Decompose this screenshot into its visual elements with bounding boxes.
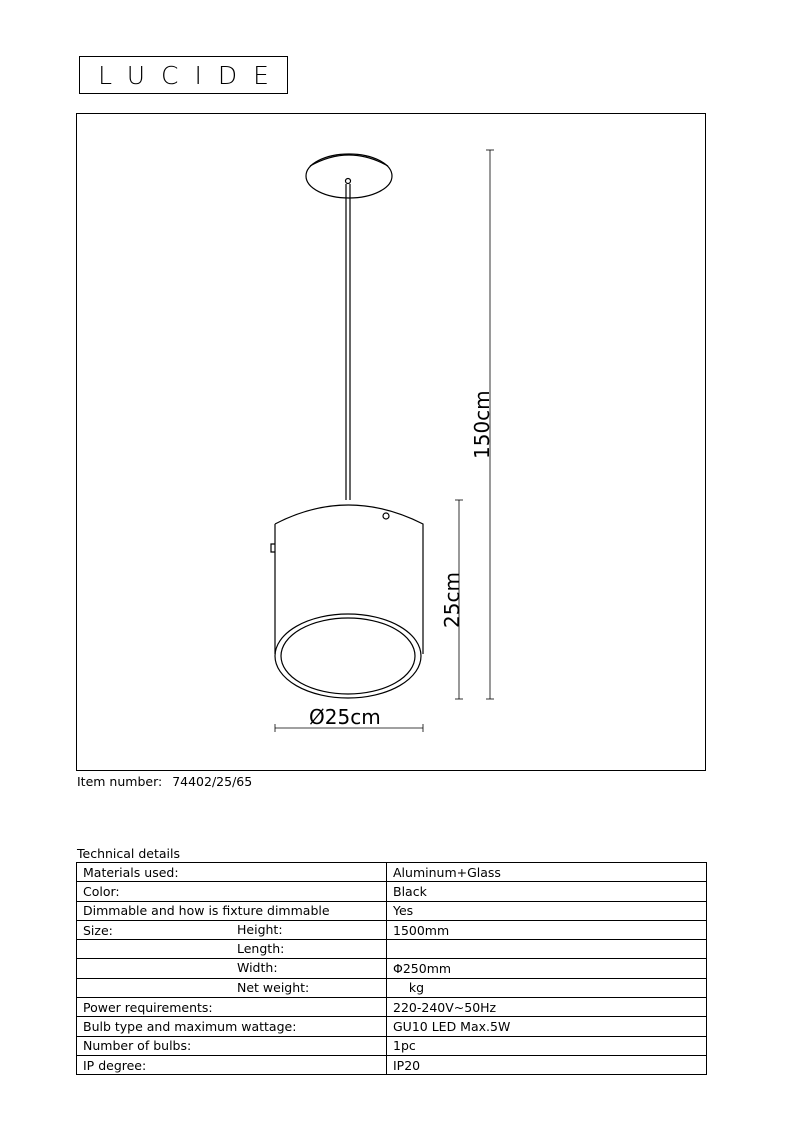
spec-value: Aluminum+Glass bbox=[387, 863, 707, 882]
spec-label: IP degree: bbox=[77, 1055, 387, 1074]
size-sub-label: Height: bbox=[237, 921, 283, 937]
table-row bbox=[77, 1036, 707, 1055]
spec-label bbox=[77, 978, 387, 997]
table-row bbox=[77, 1017, 707, 1036]
shade-height-label: 25cm bbox=[440, 572, 464, 628]
spec-value: Yes bbox=[387, 901, 707, 920]
spec-value: 220-240V~50Hz bbox=[387, 998, 707, 1017]
table-row bbox=[77, 940, 707, 959]
table-row bbox=[77, 998, 707, 1017]
brand-logo: LUCIDE bbox=[79, 56, 288, 94]
item-number-label: Item number: bbox=[77, 774, 163, 789]
spec-value: Black bbox=[387, 882, 707, 901]
pendant-lamp-drawing bbox=[77, 114, 707, 772]
item-number-value: 74402/25/65 bbox=[172, 774, 253, 789]
technical-details-table bbox=[76, 862, 707, 1075]
table-row bbox=[77, 978, 707, 997]
spec-value: 1pc bbox=[387, 1036, 707, 1055]
ceiling-canopy bbox=[306, 154, 392, 198]
spec-label: Number of bulbs: bbox=[77, 1036, 387, 1055]
table-row bbox=[77, 882, 707, 901]
table-row bbox=[77, 920, 707, 939]
spec-value: IP20 bbox=[387, 1055, 707, 1074]
technical-details-title: Technical details bbox=[77, 846, 181, 861]
spec-label: Materials used: bbox=[77, 863, 387, 882]
spec-label bbox=[77, 920, 387, 939]
spec-value: 1500mm bbox=[387, 920, 707, 939]
spec-value: GU10 LED Max.5W bbox=[387, 1017, 707, 1036]
size-sub-label: Net weight: bbox=[237, 979, 310, 995]
size-sub-label: Width: bbox=[237, 960, 278, 976]
product-drawing-frame bbox=[76, 113, 706, 771]
table-row bbox=[77, 959, 707, 978]
spec-label: Dimmable and how is fixture dimmable bbox=[77, 901, 387, 920]
spec-label bbox=[77, 940, 387, 959]
spec-label bbox=[77, 959, 387, 978]
size-label: Size: bbox=[83, 922, 113, 938]
table-row bbox=[77, 1055, 707, 1074]
table-row bbox=[77, 901, 707, 920]
total-height-label: 150cm bbox=[470, 390, 494, 459]
spec-label: Power requirements: bbox=[77, 998, 387, 1017]
shade-opening bbox=[275, 614, 421, 698]
spec-label: Color: bbox=[77, 882, 387, 901]
diameter-label: Ø25cm bbox=[309, 705, 381, 729]
spec-value bbox=[387, 940, 707, 959]
spec-value: kg bbox=[387, 978, 707, 997]
spec-value: Φ250mm bbox=[387, 959, 707, 978]
size-sub-label: Length: bbox=[237, 941, 285, 957]
spec-label: Bulb type and maximum wattage: bbox=[77, 1017, 387, 1036]
item-number bbox=[77, 774, 252, 789]
table-row bbox=[77, 863, 707, 882]
